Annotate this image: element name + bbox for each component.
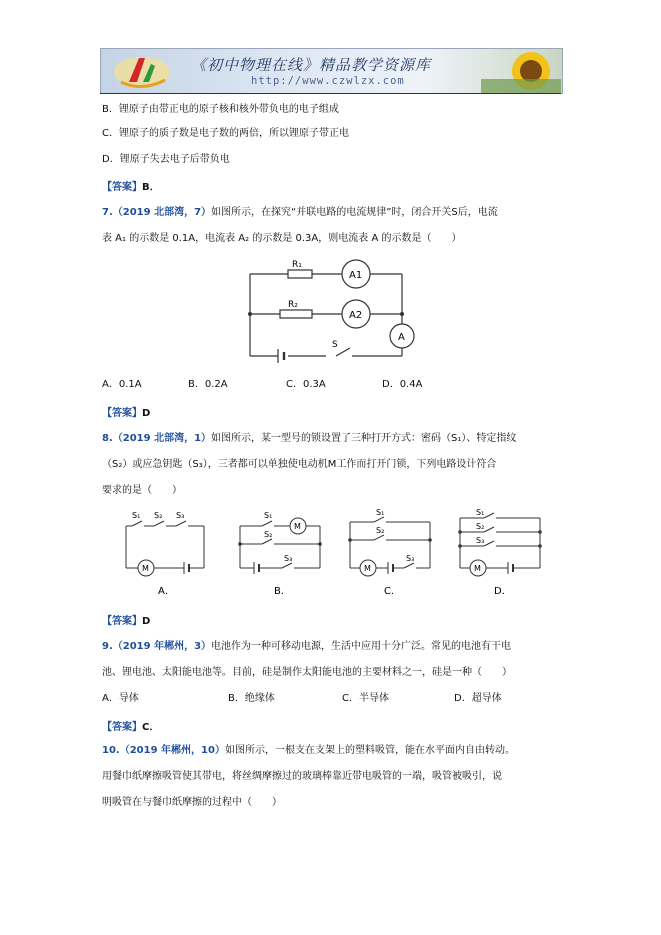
a1-label: A1	[349, 270, 363, 281]
q8-diagram-c	[344, 506, 440, 600]
s3-label: S₃	[476, 536, 485, 545]
motor-label: M	[364, 564, 371, 573]
sunflower-icon	[481, 49, 561, 93]
question-number: 7.	[102, 207, 113, 218]
q7-option-d: D．0.4A	[382, 379, 423, 390]
answer-label: 【答案】	[102, 616, 142, 627]
s1-label: S₁	[132, 511, 141, 520]
question-text: 如图所示，在探究“并联电路的电流规律”时，闭合开关S后，电流	[211, 207, 498, 218]
q7-answer	[102, 404, 150, 419]
switch-label: S	[332, 340, 338, 350]
banner-url: http://www.czwlzx.com	[251, 75, 405, 87]
question-text: 电池作为一种可移动电源，生活中应用十分广泛。常见的电池有干电	[211, 641, 512, 652]
a-label: A	[398, 332, 405, 343]
answer-label: 【答案】	[102, 722, 142, 733]
q10-line2: 用餐巾纸摩擦吸管使其带电，将丝绸摩擦过的玻璃棒靠近带电吸管的一端，吸管被吸引，说	[102, 771, 502, 782]
q6-answer	[102, 178, 160, 193]
q9-option-c: C．半导体	[342, 693, 389, 704]
q9-option-b: B．绝缘体	[228, 693, 275, 704]
q9-line2: 池、锂电池、太阳能电池等。目前，硅是制作太阳能电池的主要材料之一，硅是一种（ ）	[102, 667, 512, 678]
s2-label: S₂	[154, 511, 163, 520]
q7-option-c: C．0.3A	[286, 379, 326, 390]
q8-diagram-a	[118, 506, 214, 600]
question-number: 10.	[102, 745, 120, 756]
r1-label: R₁	[292, 260, 302, 270]
q10-line1	[102, 744, 515, 758]
q8-diagram-d	[454, 506, 550, 600]
answer-label: 【答案】	[102, 408, 142, 419]
q8-diagram-b	[234, 506, 330, 600]
q10-line3: 明吸管在与餐巾纸摩擦的过程中（ ）	[102, 797, 282, 808]
option-label-c: C．	[384, 586, 401, 597]
q8-line2: （S₂）或应急钥匙（S₃），三者都可以单独使电动机M工作而打开门锁，下列电路设计符合	[102, 459, 497, 470]
question-source: （2019 年郴州，3）	[112, 641, 212, 652]
q9-option-d: D．超导体	[454, 693, 502, 704]
q7-option-b: B．0.2A	[188, 379, 228, 390]
q9-line1	[102, 640, 511, 654]
s3-label: S₃	[406, 554, 415, 563]
logo-icon	[107, 52, 177, 90]
q7-circuit-diagram	[240, 256, 420, 364]
question-source: （2019 北部湾，1）	[112, 433, 212, 444]
answer-label: 【答案】	[102, 182, 142, 193]
motor-label: M	[142, 564, 149, 573]
q6-option-b: B．锂原子由带正电的原子核和核外带负电的电子组成	[102, 104, 339, 115]
question-source: （2019 北部湾，7）	[112, 207, 212, 218]
question-text: 如图所示，某一型号的锁设置了三种打开方式：密码（S₁）、特定指纹	[211, 433, 517, 444]
question-source: （2019 年郴州，10）	[119, 745, 225, 756]
option-label-a: A．	[158, 586, 175, 597]
answer-value: B．	[142, 182, 160, 193]
q7-line1	[102, 206, 498, 220]
answer-value: D	[142, 616, 151, 627]
motor-label: M	[294, 522, 301, 531]
s2-label: S₂	[376, 526, 385, 535]
q9-answer	[102, 718, 159, 733]
question-text: 如图所示，一根支在支架上的塑料吸管，能在水平面内自由转动。	[224, 745, 515, 756]
question-number: 9.	[102, 641, 113, 652]
answer-value: D	[142, 408, 151, 419]
q9-option-a: A．导体	[102, 693, 139, 704]
q6-option-d: D．锂原子失去电子后带负电	[102, 154, 230, 165]
motor-label: M	[474, 564, 481, 573]
question-number: 8.	[102, 433, 113, 444]
a2-label: A2	[349, 310, 363, 321]
s2-label: S₂	[476, 522, 485, 531]
s1-label: S₁	[376, 508, 385, 517]
q7-option-a: A．0.1A	[102, 379, 142, 390]
header-banner	[100, 48, 563, 94]
s3-label: S₃	[176, 511, 185, 520]
r2-label: R₂	[288, 300, 298, 310]
option-label-d: D．	[494, 586, 512, 597]
s3-label: S₃	[284, 554, 293, 563]
q7-line2: 表 A₁ 的示数是 0.1A，电流表 A₂ 的示数是 0.3A，则电流表 A 的示数是（ ）	[102, 233, 462, 244]
option-label-b: B．	[274, 586, 291, 597]
s1-label: S₁	[264, 511, 273, 520]
s2-label: S₂	[264, 530, 273, 539]
q8-answer	[102, 612, 150, 627]
q6-option-c: C．锂原子的质子数是电子数的两倍，所以锂原子带正电	[102, 128, 349, 139]
s1-label: S₁	[476, 508, 485, 517]
answer-value: C．	[142, 722, 160, 733]
header-rule	[100, 93, 561, 94]
q8-line1	[102, 432, 516, 446]
banner-title: 《初中物理在线》精品教学资源库	[191, 56, 432, 74]
q8-line3: 要求的是（ ）	[102, 485, 182, 496]
